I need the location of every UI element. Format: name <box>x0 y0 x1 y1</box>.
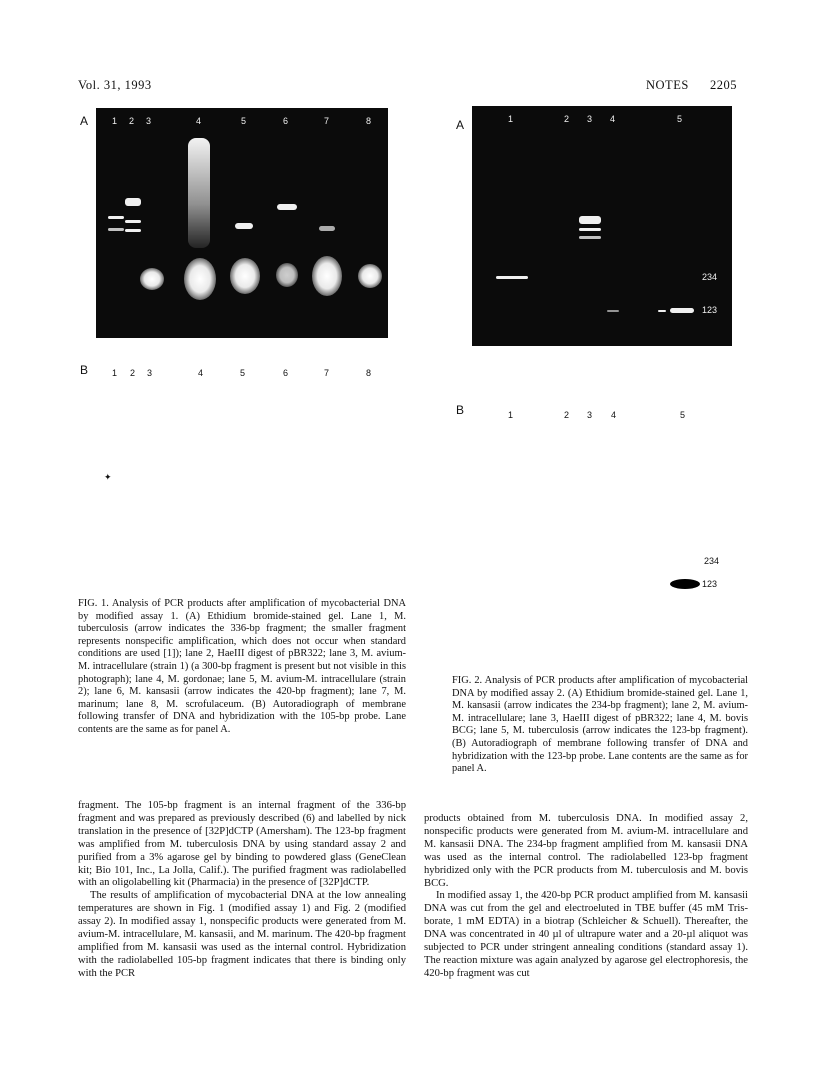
fig1-panel-b-label: B <box>80 363 89 377</box>
fig2-blot-lane-1: 1 <box>508 410 514 420</box>
left-column-body <box>78 800 406 981</box>
fig2-gel-image <box>472 106 732 346</box>
running-head-section: NOTES <box>646 78 689 92</box>
fig2-gel-lane-1: 1 <box>508 114 514 124</box>
gel-band <box>125 198 141 206</box>
fig1-gel-lane-4: 4 <box>196 116 202 126</box>
fig2-gel-lane-4: 4 <box>610 114 616 124</box>
gel-primer-spot <box>230 258 260 294</box>
gel-primer-spot <box>184 258 216 300</box>
gel-band <box>319 226 335 231</box>
running-head-volume: Vol. 31, 1993 <box>78 78 152 92</box>
right-paragraph-1: products obtained from M. tuberculosis DNA. In modified assay 2, nonspecific products were generated from M. avium-M. intracellulare and M. kansasii DNA. The 234-bp fragment amplified from M. kansasii DNA was used as the internal control. The radiolabelled 123-bp fragment hybridized only with the PCR products from M. tuberculosis and M. bovis BCG. <box>424 813 748 889</box>
fig2-caption-label: FIG. 2. <box>452 675 483 686</box>
blot-stray-mark: ✦ <box>104 472 112 482</box>
gel-band <box>579 236 601 239</box>
blot-signal-spot <box>670 579 700 589</box>
fig2-blot-marker-123: 123 <box>702 579 718 589</box>
gel-primer-spot <box>140 268 164 290</box>
gel-primer-spot <box>276 263 298 287</box>
gel-primer-spot <box>358 264 382 288</box>
fig2-marker-234: 234 <box>702 272 718 282</box>
fig1-blot-lane-3: 3 <box>147 368 153 378</box>
fig1-caption-label: FIG. 1. <box>78 598 109 609</box>
fig2-caption <box>452 675 748 776</box>
gel-band <box>496 276 528 279</box>
fig2-panel-b-label: B <box>456 403 465 417</box>
gel-band <box>658 310 666 312</box>
gel-smear <box>188 138 210 248</box>
fig1-gel-lane-2: 2 <box>129 116 135 126</box>
running-head-page: 2205 <box>710 78 737 92</box>
fig2-gel-lane-3: 3 <box>587 114 593 124</box>
gel-band <box>235 223 253 229</box>
fig1-gel-lane-6: 6 <box>283 116 289 126</box>
fig1-blot-lane-8: 8 <box>366 368 372 378</box>
fig1-gel-lane-1: 1 <box>112 116 118 126</box>
fig1-blot-lane-6: 6 <box>283 368 289 378</box>
fig2-blot-marker-234: 234 <box>704 556 720 566</box>
fig1-caption <box>78 598 406 737</box>
fig1-blot-lane-1: 1 <box>112 368 118 378</box>
gel-band <box>277 204 297 210</box>
fig2-blot-lane-3: 3 <box>587 410 593 420</box>
fig2-blot-lane-4: 4 <box>611 410 617 420</box>
left-paragraph-2: The results of amplification of mycobacterial DNA at the low annealing temperatures are shown in Fig. 1 (modified assay 1) and Fig. 2 (modified assay 2). In modified assay 1, nonspecific products were generated from M. avium-M. intracellulare, M. kansasii, and M. marinum. The 420-bp fragment amplified from M. kansasii was used as the internal control. Hybridization with the radiolabelled 105-bp fragment indicates that there is binding only with the PCR <box>78 890 406 979</box>
gel-band <box>670 308 694 313</box>
fig2-gel-lane-2: 2 <box>564 114 570 124</box>
fig2-gel-lane-5: 5 <box>677 114 683 124</box>
gel-band <box>125 220 141 223</box>
gel-band <box>607 310 619 312</box>
fig1-blot-lane-4: 4 <box>198 368 204 378</box>
fig1-blot-lane-5: 5 <box>240 368 246 378</box>
fig2-blot-lane-2: 2 <box>564 410 570 420</box>
right-column-body <box>424 813 748 981</box>
fig1-caption-text: Analysis of PCR products after amplification of mycobacterial DNA by modified assay 1. (A) Ethidium bromide-stained gel. Lane 1, M. tuberculosis (arrow indicates the 336-bp fragment; the smaller fragment represents nonspecific amplification, which does not occur when standard conditions are used [1]); lane 2, HaeIII digest of pBR322; lane 3, M. avium-M. intracellulare (strain 1) (a 300-bp fragment is present but not visible in this photograph); lane 4, M. gordonae; lane 5, M. avium-M. intracellulare (strain 2); lane 6, M. kansasii (arrow indicates the 420-bp fragment); lane 7, M. marinum; lane 8, M. scrofulaceum. (B) Autoradiograph of membrane following transfer of DNA and hybridization with the 105-bp probe. Lane contents are the same as for panel A. <box>78 598 406 735</box>
fig1-blot-lane-7: 7 <box>324 368 330 378</box>
fig1-gel-image <box>96 108 388 338</box>
left-paragraph-1: fragment. The 105-bp fragment is an internal fragment of the 336-bp fragment and was prepared as previously described (6) and labelled by nick translation in the presence of [32P]dCTP (Amersham). The 123-bp fragment was amplified from M. tuberculosis DNA by using standard assay 2 and purified from a 3% agarose gel by binding to powdered glass (GeneClean kit; Bio 101, Inc., La Jolla, Calif.). The purified fragment was radiolabelled with an oligolabelling kit (Pharmacia) in the presence of [32P]dCTP. <box>78 800 406 889</box>
gel-band <box>579 216 601 224</box>
right-paragraph-2: In modified assay 1, the 420-bp PCR product amplified from M. kansasii DNA was cut from the gel and electroeluted in TBE buffer (45 mM Tris-borate, 1 mM EDTA) in a biotrap (Schleicher & Schuell). Thereafter, the DNA was concentrated in 40 µl of ultrapure water and a 20-µl aliquot was subjected to PCR under stringent annealing conditions (standard assay 1). The reaction mixture was again analyzed by agarose gel electrophoresis, the 420-bp fragment was cut <box>424 890 748 979</box>
fig1-gel-lane-5: 5 <box>241 116 247 126</box>
fig2-marker-123: 123 <box>702 305 718 315</box>
gel-primer-spot <box>312 256 342 296</box>
fig1-gel-lane-7: 7 <box>324 116 330 126</box>
fig1-gel-lane-3: 3 <box>146 116 152 126</box>
gel-band <box>108 216 124 219</box>
fig2-panel-a-label: A <box>456 118 465 132</box>
fig2-blot-lane-5: 5 <box>680 410 686 420</box>
fig2-caption-text: Analysis of PCR products after amplification of mycobacterial DNA by modified assay 2. (A) Ethidium bromide-stained gel. Lane 1, M. kansasii (arrow indicates the 234-bp fragment); lane 2, M. avium-M. intracellulare; lane 3, HaeIII digest of pBR322; lane 4, M. bovis BCG; lane 5, M. tuberculosis (arrow indicates the 123-bp fragment). (B) Autoradiograph of membrane following transfer of DNA and hybridization with the 123-bp probe. Lane contents are the same as for panel A. <box>452 675 748 775</box>
fig1-panel-a-label: A <box>80 114 89 128</box>
fig1-blot-lane-2: 2 <box>130 368 136 378</box>
gel-band <box>108 228 124 231</box>
fig1-gel-lane-8: 8 <box>366 116 372 126</box>
gel-band <box>579 228 601 231</box>
gel-band <box>125 229 141 232</box>
